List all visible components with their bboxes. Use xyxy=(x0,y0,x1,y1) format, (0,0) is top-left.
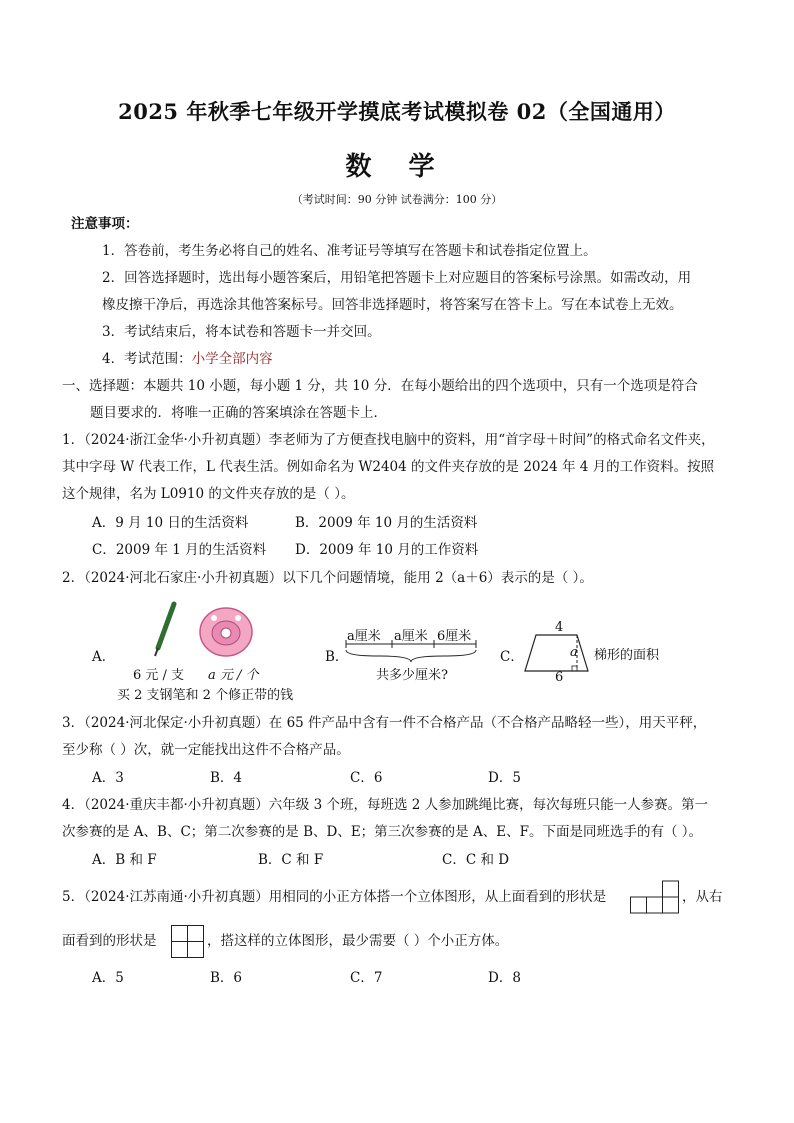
trapezoid-diagram xyxy=(522,632,592,674)
q2-trapezoid-bottom: 6 xyxy=(555,670,564,685)
q2-trapezoid-height: a xyxy=(570,645,578,660)
q2-option-a-label: A． xyxy=(92,649,116,665)
top-view-figure xyxy=(630,880,680,914)
q2-line1: 2．（2024·河北石家庄·小升初真题）以下几个问题情境，能用 2（a＋6）表示的是（ ）。 xyxy=(62,570,593,586)
q3-option-b: B．4 xyxy=(210,770,243,786)
q2-trapezoid-top: 4 xyxy=(555,620,564,635)
q5-line1b: ，从右 xyxy=(682,889,723,905)
q2-option-c-label: C． xyxy=(500,649,524,665)
section-heading-line1: 一、选择题：本题共 10 小题，每小题 1 分，共 10 分．在每小题给出的四个选项中，只有一个选项是符合 xyxy=(62,378,698,394)
q3-line1: 3．（2024·河北保定·小升初真题）在 65 件产品中含有一件不合格产品（不合格产品略轻一些），用天平秤， xyxy=(62,715,707,731)
section-heading-line2: 题目要求的．将唯一正确的答案填涂在答题卡上． xyxy=(90,405,387,421)
notice-item-3: 3．考试结束后，将本试卷和答题卡一并交回。 xyxy=(102,324,381,340)
q2-tape-price: a 元 / 个 xyxy=(208,668,259,683)
subject-title: 数 学 xyxy=(345,152,449,182)
notice-item-2b: 橡皮擦干净后，再选涂其他答案标号。回答非选择题时，将答案写在答卡上。写在本试卷上无效。 xyxy=(102,297,683,313)
notice-item-1: 1．答卷前，考生务必将自己的姓名、准考证号等填写在答题卡和试卷指定位置上。 xyxy=(102,243,597,259)
q2-option-c-caption: 梯形的面积 xyxy=(594,648,660,663)
q2-option-b-label: B． xyxy=(325,649,349,665)
q1-option-a: A．9 月 10 日的生活资料 xyxy=(92,515,249,531)
q1-option-d: D．2009 年 10 月的工作资料 xyxy=(295,542,479,558)
notice-heading: 注意事项： xyxy=(71,216,139,232)
q4-line1: 4．（2024·重庆丰都·小升初真题）六年级 3 个班，每班选 2 人参加跳绳比赛，每次每班只能一人参赛。第一 xyxy=(62,797,709,813)
q5-option-a: A．5 xyxy=(92,970,124,986)
notice-item-4-range: 小学全部内容 xyxy=(191,351,273,367)
q3-option-d: D．5 xyxy=(488,770,521,786)
q2-pen-price: 6 元 / 支 xyxy=(133,668,185,683)
q4-option-a: A．B 和 F xyxy=(92,852,157,868)
exam-title: 2025 年秋季七年级开学摸底考试模拟卷 02（全国通用） xyxy=(118,99,676,124)
q2-segment-2: a厘米 xyxy=(394,629,428,644)
q4-option-b: B．C 和 F xyxy=(258,852,324,868)
q3-option-a: A．3 xyxy=(92,770,124,786)
q3-option-c: C．6 xyxy=(350,770,383,786)
q5-line2a: 面看到的形状是 xyxy=(62,933,157,949)
q5-option-d: D．8 xyxy=(488,970,521,986)
q2-segment-question: 共多少厘米? xyxy=(376,668,448,683)
q5-line1a: 5．（2024·江苏南通·小升初真题）用相同的小正方体搭一个立体图形，从上面看到的形状是 xyxy=(62,889,607,905)
q5-line2b: ，搭这样的立体图形，最少需要（ ）个小正方体。 xyxy=(207,933,509,949)
exam-meta: （考试时间：90 分钟 试卷满分：100 分） xyxy=(291,193,503,206)
q2-option-a-caption: 买 2 支钢笔和 2 个修正带的钱 xyxy=(117,688,294,703)
q2-segment-1: a厘米 xyxy=(347,629,381,644)
notice-item-4-prefix: 4．考试范围： xyxy=(102,351,192,367)
q1-option-c: C．2009 年 1 月的生活资料 xyxy=(92,542,267,558)
correction-tape-icon xyxy=(196,604,256,660)
q1-line3: 这个规律，名为 L0910 的文件夹存放的是（ ）。 xyxy=(62,486,355,502)
q4-line2: 次参赛的是 A、B、C；第二次参赛的是 B、D、E；第三次参赛的是 A、E、F。下面是同班选手的有（ ）。 xyxy=(62,824,702,840)
q1-line1: 1．（2024·浙江金华·小升初真题）李老师为了方便查找电脑中的资料，用“首字母＋时间”的格式命名文件夹， xyxy=(62,432,715,448)
segment-diagram xyxy=(342,640,482,664)
q4-option-c: C．C 和 D xyxy=(442,852,510,868)
q1-option-b: B．2009 年 10 月的生活资料 xyxy=(295,515,478,531)
q5-option-c: C．7 xyxy=(350,970,383,986)
q1-line2: 其中字母 W 代表工作，L 代表生活。例如命名为 W2404 的文件夹存放的是 2024 年 4 月的工作资料。按照 xyxy=(62,459,715,475)
pen-icon xyxy=(150,600,180,660)
q2-segment-3: 6厘米 xyxy=(437,629,472,644)
q5-option-b: B．6 xyxy=(210,970,243,986)
notice-item-4 xyxy=(102,353,273,367)
right-view-figure xyxy=(171,925,205,959)
q3-line2: 至少称（ ）次，就一定能找出这件不合格产品。 xyxy=(62,742,350,758)
notice-item-2a: 2．回答选择题时，选出每小题答案后，用铅笔把答题卡上对应题目的答案标号涂黑。如需改动，用 xyxy=(102,270,692,286)
